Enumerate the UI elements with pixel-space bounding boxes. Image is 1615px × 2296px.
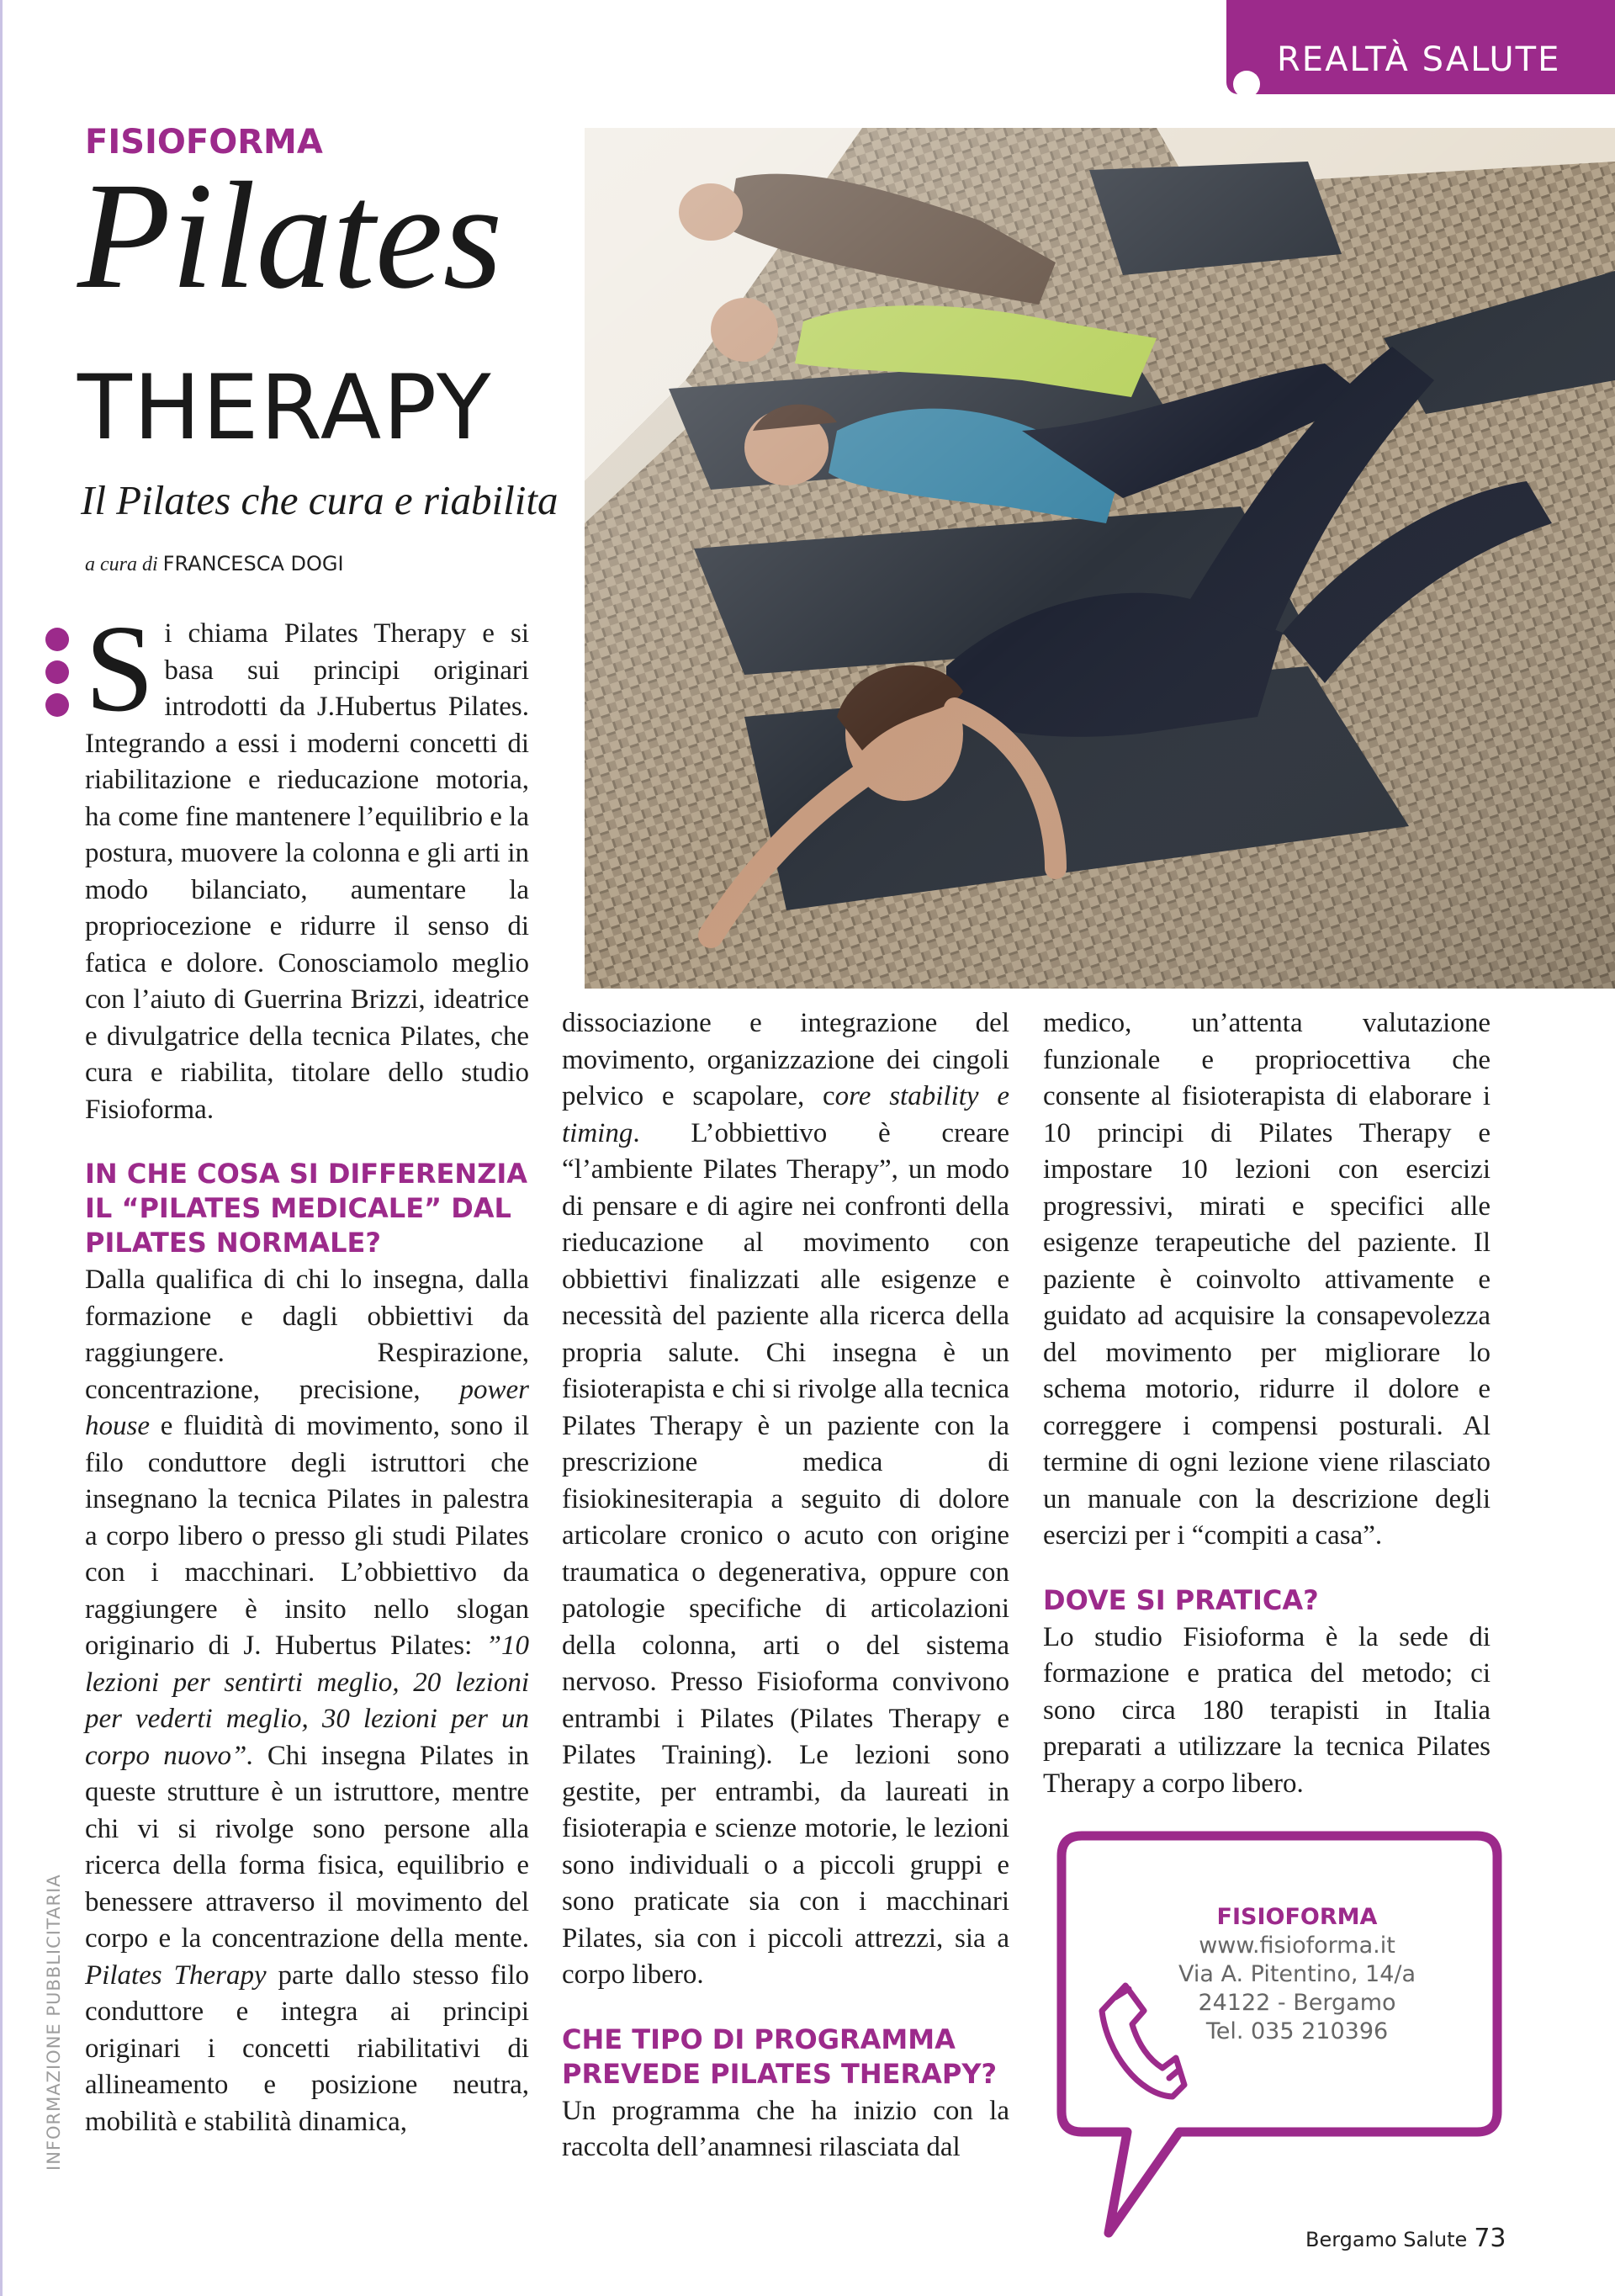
intro-text: i chiama Pilates Therapy e si basa sui principi originari introdotti da J.Hubertus Pilates. Integrando a essi i moderni concetti di riabilitazione e rieducazione motoria, ha come fine mantenere l’equilibrio e la postura, muovere la colonna e gli arti in modo bilanciato, aumentare la propriocezione e ridurre il senso di fatica e dolore. Conosciamolo meglio con l’aiuto di Guerrina Brizzi, ideatrice e divulgatrice della tecnica Pilates, che cura e riabilita, titolare dello studio Fisioforma. (85, 618, 529, 1125)
advertising-notice: INFORMAZIONE PUBBLICITARIA (44, 1874, 64, 2171)
answer-1-text: Chi insegna Pilates in queste strutture è un istruttore, mentre chi vi si rivolge sono persone alla ricerca della forma fisica, equilibrio e benessere attraverso il movimento del corpo e la concentrazione della mente. (85, 1740, 529, 1954)
section-tab (1226, 0, 1615, 94)
page-edge-rule (0, 0, 3, 2296)
page-footer (1305, 2224, 1506, 2253)
answer-1-italic: power house (85, 1374, 529, 1441)
kicker: FISIOFORMA (85, 123, 323, 162)
bullet-dot (45, 660, 69, 684)
byline-prefix: a cura di (85, 554, 158, 575)
question-1-heading: IN CHE COSA SI DIFFERENZIA IL “PILATES MEDICALE” DAL PILATES NORMALE? (85, 1158, 528, 1259)
intro-paragraph (85, 600, 529, 1128)
section-label: REALTÀ SALUTE (1277, 40, 1561, 79)
answer-3: Lo studio Fisioforma è la sede di formazione e pratica del metodo; ci sono circa 180 terapisti in Italia preparati a utilizzare la tecnica Pilates Therapy a corpo libero. (1043, 1621, 1491, 1799)
answer-2-part-1: Un programma che ha inizio con la raccolta dell’anamnesi rilasciata dal (562, 2095, 1009, 2162)
magazine-name: Bergamo Salute (1305, 2228, 1468, 2251)
answer-1-text: parte dallo stesso filo conduttore e integra ai principi originari i concetti riabilitativi di allineamento e posizione neutra, mobilità e stabilità dinamica, (85, 1959, 529, 2137)
subtitle: Il Pilates che cura e riabilita (81, 477, 559, 523)
answer-1-italic: ore stability e timing (562, 1081, 1009, 1148)
contact-phone[interactable]: Tel. 035 210396 (1205, 2018, 1389, 2044)
headline-pilates: Pilates (77, 151, 503, 321)
column-3 (1043, 1005, 1491, 1802)
section-tab-dot (1233, 71, 1260, 98)
answer-1-text: e fluidità di movimento, sono il filo conduttore degli istruttori che insegnano la tecnica Pilates in palestra a corpo libero o presso gli studi Pilates con i macchinari. L’obbiettivo da raggiungere è insito nello slogan originario di J. Hubertus Pilates: (85, 1411, 529, 1661)
answer-1-text: . L’obbiettivo è creare “l’ambiente Pilates Therapy”, un modo di pensare e di agire nei confronti della rieducazione al movimento con obbiettivi finalizzati alle esigenze e necessità del paziente alla ricerca della propria salute. Chi insegna è un fisioterapista e chi si rivolge alla tecnica Pilates Therapy è un paziente con la prescrizione medica di fisiokinesiterapia a seguito di dolore articolare cronico o acuto con origine traumatica o degenerativa, oppure con patologie specifiche di articolazioni della colonna, arti o del sistema nervoso. Presso Fisioforma convivono entrambi i Pilates (Pilates Therapy e Pilates Training). Le lezioni sono gestite, per entrambi, da laureati in fisioterapia e scienze motorie, le lezioni sono individuali o a piccoli gruppi e sono praticate sia con i macchinari Pilates, sia con i piccoli attrezzi, sia a corpo libero. (562, 1117, 1009, 1990)
answer-1-part-1 (85, 1262, 529, 2140)
column-1 (85, 600, 529, 2140)
answer-1-italic: Pilates Therapy (85, 1959, 267, 1991)
telephone-handset-icon (1092, 1977, 1189, 2103)
contact-website[interactable]: www.fisioforma.it (1199, 1933, 1395, 1959)
pilates-class-photo (585, 128, 1615, 989)
headline-therapy: THERAPY (77, 356, 493, 459)
question-2-heading: CHE TIPO DI PROGRAMMA PREVEDE PILATES THERAPY? (562, 2023, 998, 2090)
answer-2-part-2: medico, un’attenta valutazione funzionale e propriocettiva che consente al fisioterapista di elaborare i 10 principi di Pilates Therapy e impostare 10 lezioni con esercizi progressivi, mirati e specifici alle esigenze terapeutiche del paziente. Il paziente è coinvolto attivamente e guidato ad acquisire la consapevolezza del movimento per migliorare lo schema motorio, ridurre il dolore e correggere i compensi posturali. Al termine di ogni lezione viene rilasciato un manuale con la descrizione degli esercizi per i “compiti a casa”. (1043, 1008, 1491, 1551)
answer-1-text: Dalla qualifica di chi lo insegna, dalla formazione e dagli obbiettivi da raggiungere. Respirazione, concentrazione, precisione, (85, 1265, 529, 1405)
answer-1-text: dissociazione e integrazione del movimento, organizzazione dei cingoli pelvico e scapolare, c (562, 1008, 1009, 1111)
article-photo (585, 128, 1615, 989)
contact-city: 24122 - Bergamo (1198, 1990, 1396, 2016)
slogan-quote: ”10 lezioni per sentirti meglio, 20 lezioni per vederti meglio, 30 lezioni per un corpo nuovo”. (85, 1631, 529, 1771)
page-number: 73 (1474, 2224, 1506, 2253)
question-3-heading: DOVE SI PRATICA? (1043, 1583, 1319, 1616)
answer-1-part-2 (562, 1005, 1009, 1994)
bullet-dot (45, 693, 69, 717)
byline-author: FRANCESCA DOGI (162, 552, 344, 575)
byline (85, 552, 344, 576)
contact-address: Via A. Pitentino, 14/a (1178, 1961, 1416, 1987)
contact-name: FISIOFORMA (1216, 1904, 1378, 1930)
bullet-dot (45, 628, 69, 651)
column-2 (562, 1005, 1009, 2166)
drop-cap: S (85, 600, 155, 738)
intro-bullets (45, 628, 71, 726)
